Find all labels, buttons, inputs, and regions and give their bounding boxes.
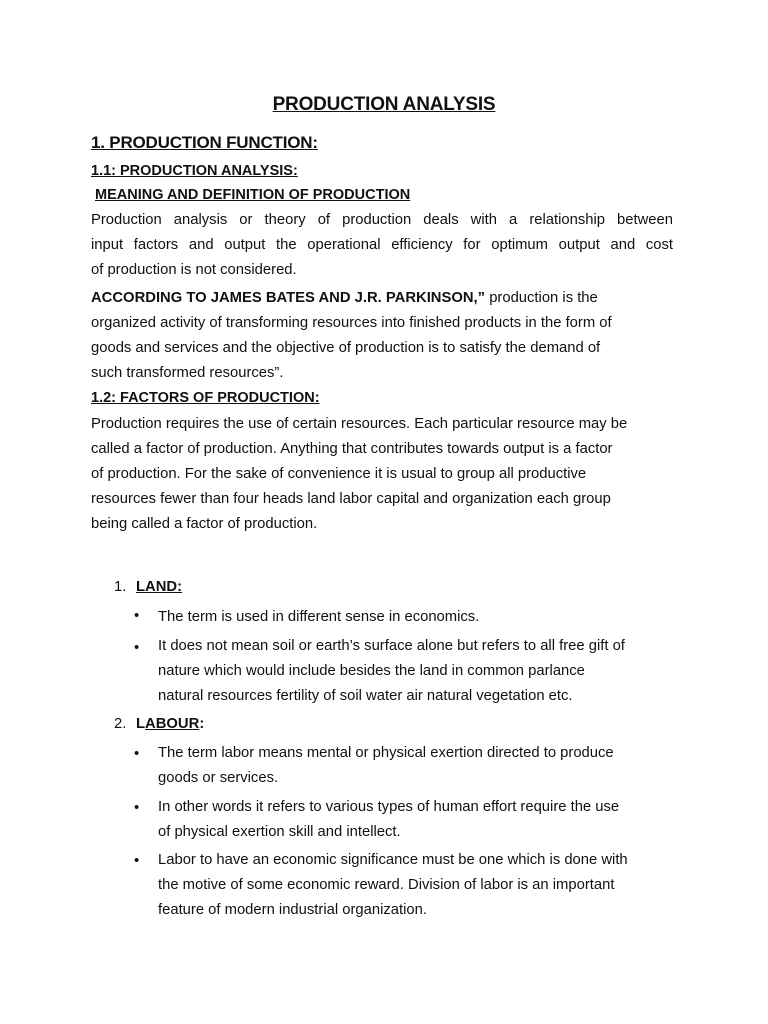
factor-label-underlined: ABOUR [145,716,200,732]
bullet-line: The term labor means mental or physical exertion directed to produce [158,745,614,761]
factor-label-land [136,579,182,595]
quote-first-line [91,286,673,311]
paragraph-line: resources fewer than four heads land labor capital and organization each group [91,491,611,507]
bullet-line: Labor to have an economic significance must be one which is done with [158,852,628,868]
paragraph-line: organized activity of transforming resources into finished products in the form of [91,315,612,331]
bullet-icon: • [134,800,140,816]
bullet-line: The term is used in different sense in economics. [158,609,480,625]
bullet-line: nature which would include besides the land in common parlance [158,663,585,679]
subsection-heading-production-analysis: 1.1: PRODUCTION ANALYSIS: [91,163,298,179]
bullet-icon: • [134,853,140,869]
subheading-meaning-definition: MEANING AND DEFINITION OF PRODUCTION [95,187,411,203]
bullet-line: In other words it refers to various types of human effort require the use [158,799,620,815]
section-heading-production-function: 1. PRODUCTION FUNCTION: [91,133,318,152]
subsection-heading-factors: 1.2: FACTORS OF PRODUCTION: [91,390,320,406]
paragraph-production-analysis [91,208,673,283]
list-number: 1. [114,579,127,595]
bullet-line: natural resources fertility of soil water air natural vegetation etc. [158,688,573,704]
list-number: 2. [114,716,127,732]
bullet-line: feature of modern industrial organization. [158,902,427,918]
factor-label-first: L [136,716,146,732]
list-item [158,848,678,923]
paragraph-line: of production is not considered. [91,262,297,278]
paragraph-line: such transformed resources”. [91,365,284,381]
paragraph-line: Production analysis or theory of production deals with a relationship between [91,212,673,228]
list-item [158,634,678,709]
paragraph-line: Production requires the use of certain resources. Each particular resource may be [91,416,628,432]
bullet-icon: • [134,746,140,762]
factor-label-colon: : [199,716,205,732]
quote-author-lead: ACCORDING TO JAMES BATES AND J.R. PARKINSON,” [91,290,486,306]
quote-first-rest: production is the [485,290,598,306]
page-title: PRODUCTION ANALYSIS [272,94,496,115]
list-item [158,795,678,845]
bullet-icon: • [134,640,140,656]
bullet-line: It does not mean soil or earth’s surface alone but refers to all free gift of [158,638,625,654]
list-item [158,741,678,791]
bullet-line: goods or services. [158,770,279,786]
paragraph-line: called a factor of production. Anything that contributes towards output is a factor [91,441,613,457]
paragraph-factors [91,412,673,537]
paragraph-definition-quote [91,286,673,386]
paragraph-line: of production. For the sake of convenience it is usual to group all productive [91,466,587,482]
factor-label-text: LAND: [136,579,183,595]
bullet-line: of physical exertion skill and intellect. [158,824,401,840]
bullet-icon: • [134,608,140,624]
paragraph-line: goods and services and the objective of production is to satisfy the demand of [91,340,601,356]
bullet-line: the motive of some economic reward. Division of labor is an important [158,877,615,893]
paragraph-line: being called a factor of production. [91,516,318,532]
factor-label-labour [136,716,204,732]
paragraph-line: input factors and output the operational efficiency for optimum output and cost [91,237,673,253]
list-item [158,605,678,630]
